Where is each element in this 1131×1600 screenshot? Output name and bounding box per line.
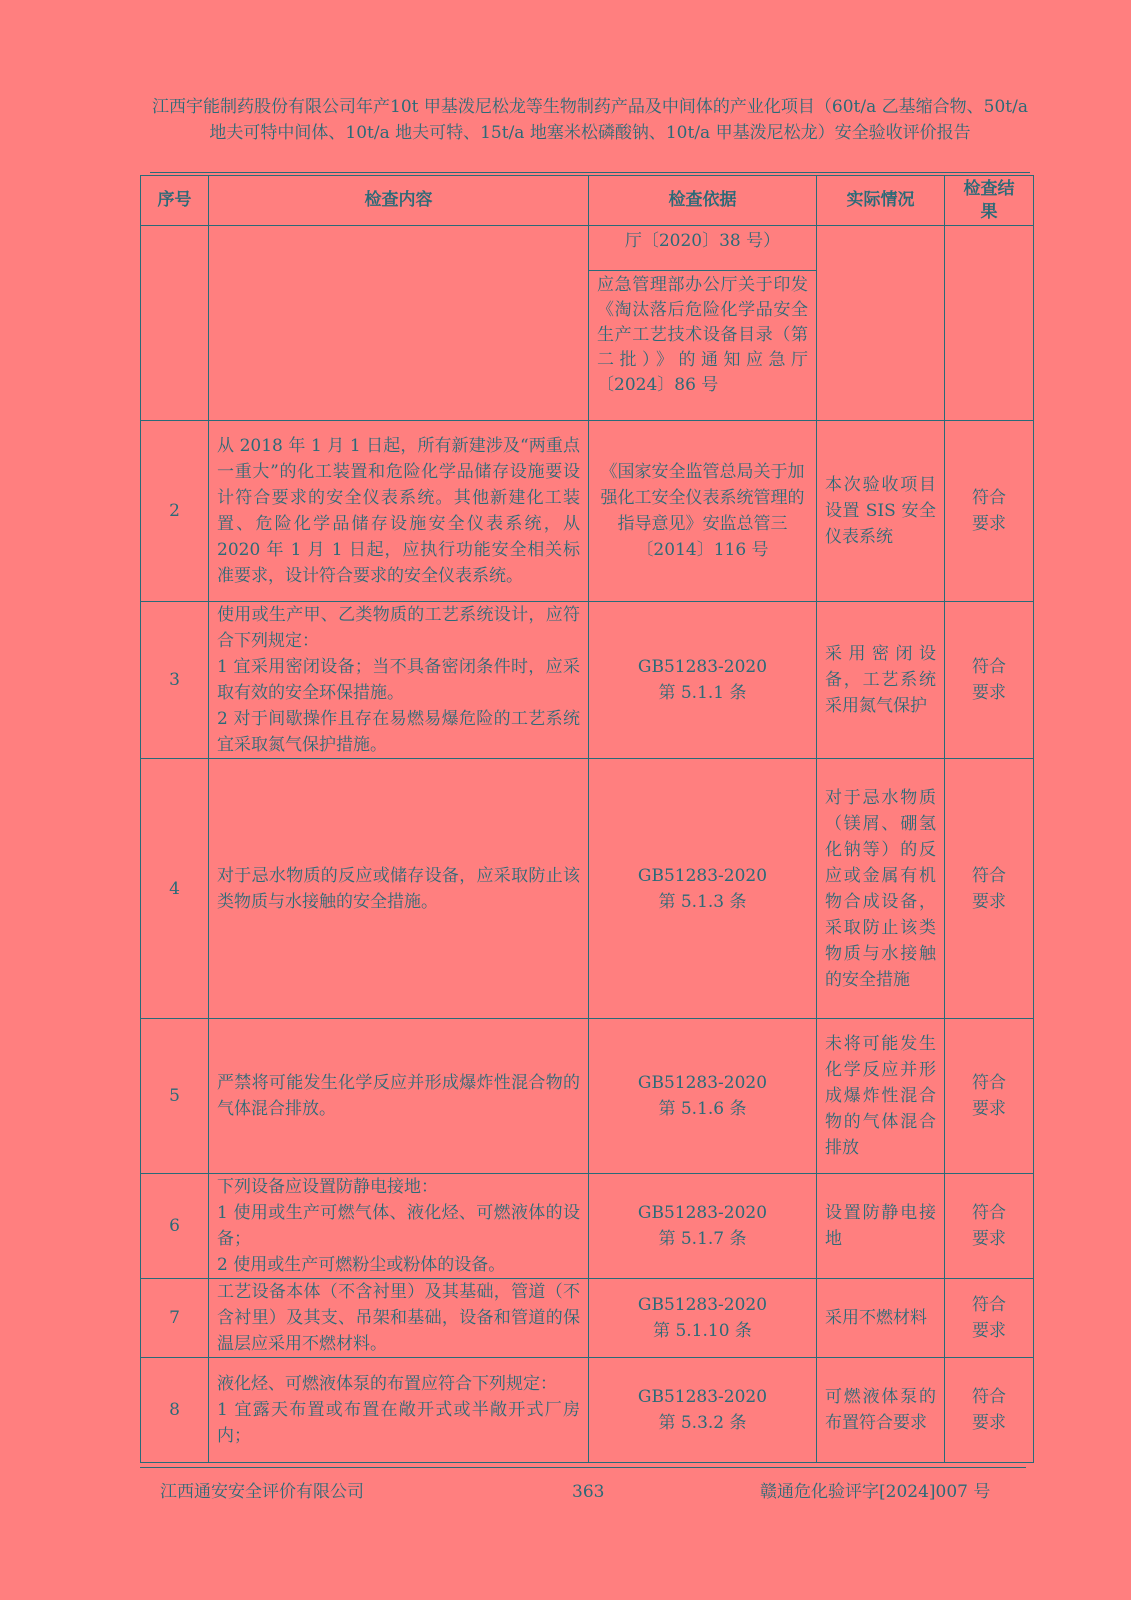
content-line: 液化烃、可燃液体泵的布置应符合下列规定：	[217, 1374, 557, 1394]
content-line: 使用或生产甲、乙类物质的工艺系统设计，应符合下列规定：	[217, 605, 580, 651]
content-line: 1 使用或生产可燃气体、液化烃、可燃液体的设备；	[217, 1203, 580, 1249]
content-line: 下列设备应设置防静电接地：	[217, 1177, 438, 1197]
table-header-row	[141, 176, 1034, 226]
continued-basis-1: 厅〔2020〕38 号）	[589, 226, 816, 271]
table-row	[141, 1358, 1034, 1463]
row-no: 8	[141, 1358, 209, 1463]
basis-line: 第 5.1.6 条	[658, 1099, 747, 1119]
header-actual: 实际情况	[817, 176, 945, 226]
header-result: 检查结果	[945, 176, 1034, 226]
row-content: 从 2018 年 1 月 1 日起，所有新建涉及“两重点一重大”的化工装置和危险化学品储存设施要设计符合要求的安全仪表系统。其他新建化工装置、危险化学品储存设施安全仪表系统，从 2020 年 1 月 1 日起，应执行功能安全相关标准要求，设计符合要求的安全仪表系统。	[209, 421, 589, 602]
basis-line: GB51283-2020	[637, 1073, 768, 1093]
row-content	[209, 602, 589, 759]
row-actual: 设置防静电接地	[817, 1174, 945, 1279]
row-result: 符合要求	[945, 1358, 1034, 1463]
header-no: 序号	[141, 176, 209, 226]
continued-basis-2: 应急管理部办公厅关于印发《淘汰落后危险化学品安全生产工艺技术设备目录（第二批）》的通知应急厅〔2024〕86 号	[597, 275, 808, 395]
row-no: 6	[141, 1174, 209, 1279]
row-actual: 可燃液体泵的布置符合要求	[817, 1358, 945, 1463]
row-result: 符合要求	[945, 759, 1034, 1019]
row-basis	[589, 1019, 817, 1174]
table-row	[141, 1174, 1034, 1279]
row-basis	[589, 1174, 817, 1279]
basis-line: 第 5.1.7 条	[658, 1229, 747, 1249]
row-content: 严禁将可能发生化学反应并形成爆炸性混合物的气体混合排放。	[209, 1019, 589, 1174]
header-divider	[150, 172, 1030, 173]
row-basis: 《国家安全监管总局关于加强化工安全仪表系统管理的指导意见》安监总管三〔2014〕116 号	[589, 421, 817, 602]
row-actual: 对于忌水物质（镁屑、硼氢化钠等）的反应或金属有机物合成设备，采取防止该类物质与水接触的安全措施	[817, 759, 945, 1019]
row-result: 符合要求	[945, 1279, 1034, 1358]
basis-line: GB51283-2020	[637, 657, 768, 677]
row-result: 符合要求	[945, 602, 1034, 759]
basis-line: 第 5.1.1 条	[658, 683, 747, 703]
basis-line: 第 5.3.2 条	[658, 1413, 747, 1433]
table-row	[141, 602, 1034, 759]
row-no: 5	[141, 1019, 209, 1174]
footer-page-number: 363	[572, 1482, 605, 1502]
report-header-title: 江西宇能制药股份有限公司年产10t 甲基泼尼松龙等生物制药产品及中间体的产业化项目（60t/a 乙基缩合物、50t/a 地夫可特中间体、10t/a 地夫可特、15t/a 地塞米松磷酸钠、10t/a 甲基泼尼松龙）安全验收评价报告	[152, 97, 1028, 143]
row-content: 工艺设备本体（不含衬里）及其基础，管道（不含衬里）及其支、吊架和基础，设备和管道的保温层应采用不燃材料。	[209, 1279, 589, 1358]
row-content: 对于忌水物质的反应或储存设备，应采取防止该类物质与水接触的安全措施。	[209, 759, 589, 1019]
row-no: 7	[141, 1279, 209, 1358]
row-result: 符合要求	[945, 421, 1034, 602]
row-basis	[589, 1279, 817, 1358]
row-no: 4	[141, 759, 209, 1019]
content-line: 2 使用或生产可燃粉尘或粉体的设备。	[217, 1255, 506, 1275]
content-line: 1 宜采用密闭设备；当不具备密闭条件时，应采取有效的安全环保措施。	[217, 657, 580, 703]
row-basis	[589, 759, 817, 1019]
basis-line: GB51283-2020	[637, 1387, 768, 1407]
basis-line: GB51283-2020	[637, 1203, 768, 1223]
table-row	[141, 759, 1034, 1019]
content-line: 1 宜露天布置或布置在敞开式或半敞开式厂房内；	[217, 1400, 580, 1446]
footer-doc-number: 赣通危化验评字[2024]007 号	[760, 1482, 991, 1502]
row-actual: 本次验收项目设置 SIS 安全仪表系统	[817, 421, 945, 602]
row-content	[209, 1174, 589, 1279]
row-basis	[589, 1358, 817, 1463]
content-line: 2 对于间歇操作且存在易燃易爆危险的工艺系统宜采取氮气保护措施。	[217, 709, 580, 755]
basis-line: 第 5.1.10 条	[653, 1321, 752, 1341]
footer-divider	[140, 1467, 1026, 1468]
table-row	[141, 421, 1034, 602]
row-result: 符合要求	[945, 1174, 1034, 1279]
table-row	[141, 1279, 1034, 1358]
row-actual: 采用不燃材料	[817, 1279, 945, 1358]
row-basis	[589, 602, 817, 759]
row-no: 2	[141, 421, 209, 602]
inspection-table	[140, 175, 1034, 1463]
row-content	[209, 1358, 589, 1463]
row-result: 符合要求	[945, 1019, 1034, 1174]
table-row	[141, 1019, 1034, 1174]
footer-company: 江西通安安全评价有限公司	[160, 1482, 364, 1502]
header-basis: 检查依据	[589, 176, 817, 226]
row-no: 3	[141, 602, 209, 759]
basis-line: GB51283-2020	[637, 865, 768, 886]
header-content: 检查内容	[209, 176, 589, 226]
basis-line: GB51283-2020	[637, 1295, 768, 1315]
basis-line: 第 5.1.3 条	[658, 891, 747, 912]
row-actual: 未将可能发生化学反应并形成爆炸性混合物的气体混合排放	[817, 1019, 945, 1174]
table-row-continued	[141, 226, 1034, 421]
row-actual: 采用密闭设备，工艺系统采用氮气保护	[817, 602, 945, 759]
